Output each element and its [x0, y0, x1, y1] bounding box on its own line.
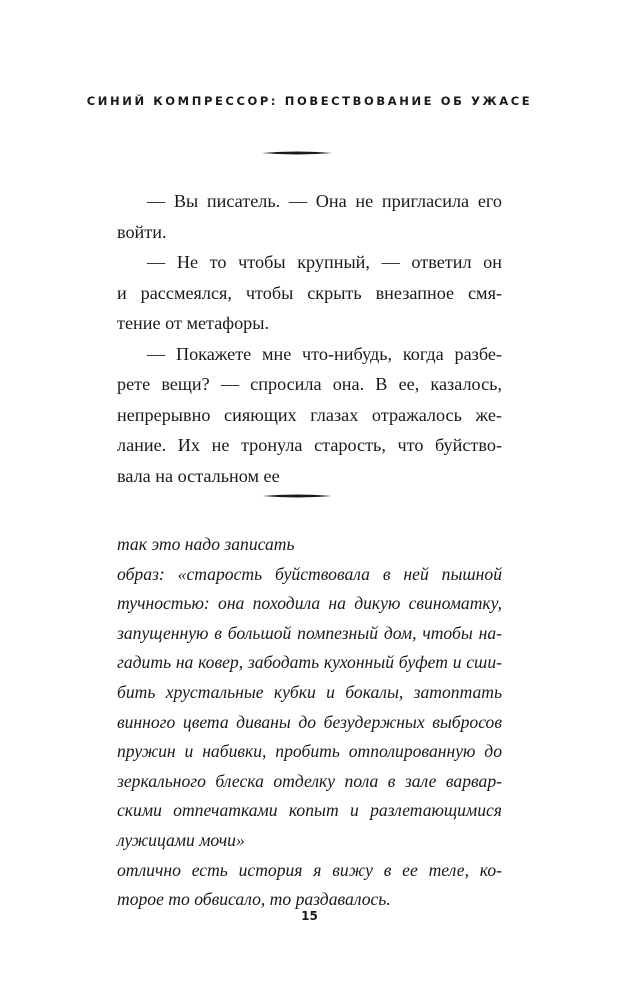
page-number: 15 — [301, 909, 318, 923]
prose-line: — Вы писатель. — Она не пригласила его — [147, 191, 502, 211]
section-divider-bottom — [262, 493, 332, 499]
note-line: отлично есть история я вижу в ее теле, ко- — [117, 859, 502, 880]
note-line: образ: «старость буйствовала в ней пышной — [117, 563, 502, 584]
note-line: гадить на ковер, забодать кухонный буфет и сши- — [117, 652, 502, 673]
note-line: запущенную в большой помпезный дом, чтобы на- — [117, 622, 502, 643]
running-header: СИНИЙ КОМПРЕССОР: ПОВЕСТВОВАНИЕ ОБ УЖАСЕ — [86, 94, 533, 108]
note-line: скими отпечатками копыт и разлетающимися — [117, 800, 502, 821]
prose-line: тение от метафоры. — [117, 313, 270, 333]
note-line: бить хрустальные кубки и бокалы, затоптать — [117, 681, 502, 702]
prose-line: войти. — [117, 221, 167, 242]
note-line: пружин и набивки, пробить отполированную до — [117, 741, 502, 762]
notes-italic-block — [117, 530, 502, 915]
note-line: зеркального блеска отделку пола в зале варвар- — [117, 770, 502, 791]
prose-line: рете вещи? — спросила она. В ее, казалось, — [117, 374, 502, 394]
prose-line: лание. Их не тронула старость, что буйство- — [117, 435, 502, 455]
note-line: торое то обвисало, то раздавалось. — [117, 889, 391, 910]
prose-line: непрерывно сияющих глазах отражалось же- — [117, 404, 502, 425]
prose-line: — Покажете мне что-нибудь, когда разбе- — [147, 343, 502, 364]
prose-line: вала на остальном ее — [117, 465, 280, 486]
note-line: лужицами мочи» — [117, 829, 245, 850]
prose-line: и рассмеялся, чтобы скрыть внезапное смя- — [117, 282, 502, 303]
prose-text-block — [117, 186, 502, 491]
note-line: тучностью: она походила на дикую свиноматку, — [117, 593, 502, 614]
section-divider-top — [262, 150, 332, 156]
prose-line: — Не то чтобы крупный, — ответил он — [147, 252, 502, 272]
note-line: винного цвета диваны до безудержных выбросов — [117, 711, 502, 732]
note-line: так это надо записать — [117, 534, 295, 554]
